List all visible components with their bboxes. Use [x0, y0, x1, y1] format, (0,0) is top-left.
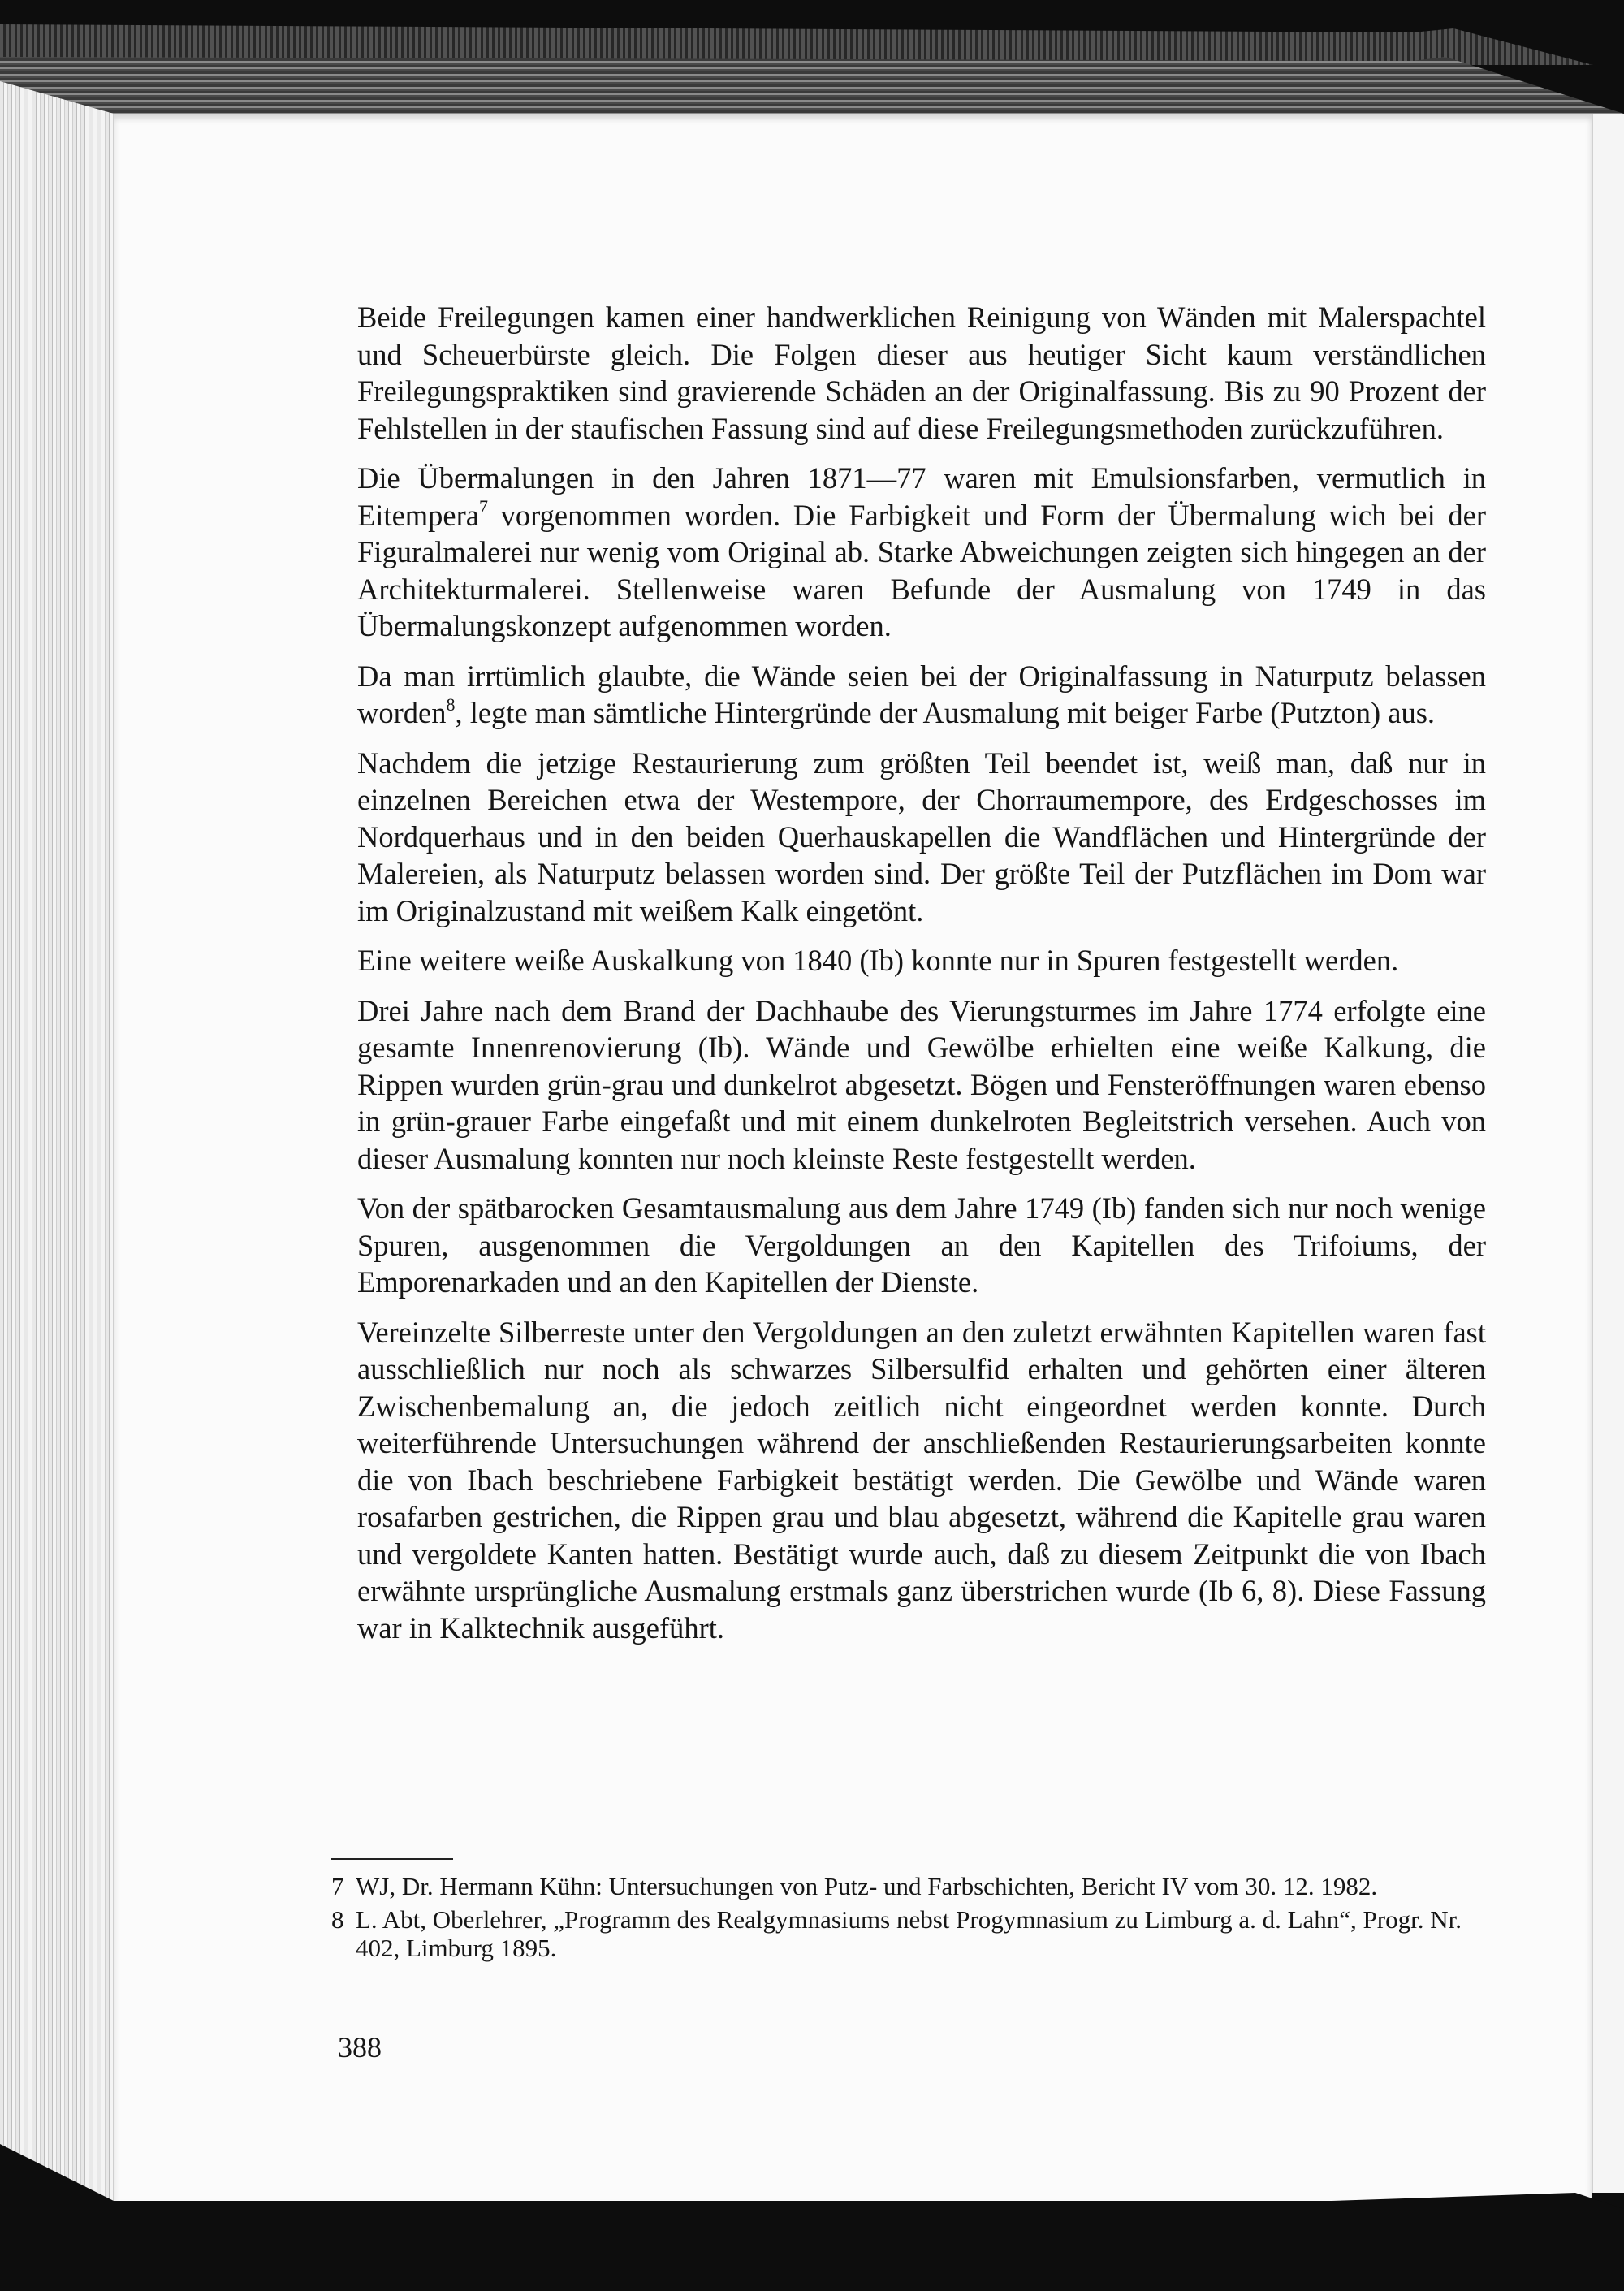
footnote [331, 1905, 1468, 1962]
paragraph: Da man irrtümlich glaubte, die Wände seien bei der Originalfassung in Naturputz belassen worden$^8$, legte man sämtliche Hintergründe der Ausmalung mit beiger Farbe (Putzton) aus. [357, 659, 1486, 729]
footnotes [331, 1872, 1468, 1967]
footnote-divider [331, 1858, 453, 1860]
paragraph: Von der spätbarocken Gesamtausmalung aus dem Jahre 1749 (Ib) fanden sich nur noch wenige Spuren, ausgenommen die Vergoldungen an den Kapitellen des Trifoiums, der Emporenarkaden und an den Kapitellen der Dienste. [357, 1191, 1486, 1299]
paragraph: Vereinzelte Silberreste unter den Vergoldungen an den zuletzt erwähnten Kapitellen waren fast ausschließlich nur noch als schwarzes Silbersulfid erhalten und gehörten einer älteren Zwischenbemalung an, die jedoch zeitlich nicht eingeordnet werden konnte. Durch weiterführende Untersuchungen während der anschließenden Restaurierungsarbeiten konnte die von Ibach beschriebene Farbigkeit bestätigt werden. Die Gewölbe und Wände waren rosafarben gestrichen, die Rippen grau und blau abgesetzt, während die Kapitelle grau waren und vergoldete Kanten hatten. Bestätigt wurde auch, daß zu diesem Zeitpunkt die von Ibach erwähnte ursprüngliche Ausmalung erstmals ganz überstrichen wurde (Ib 6, 8). Diese Fassung war in Kalktechnik ausgeführt. [357, 1315, 1486, 1645]
paragraph: Nachdem die jetzige Restaurierung zum größten Teil beendet ist, weiß man, daß nur in einzelnen Bereichen etwa der Westempore, der Chorraumempore, des Erdgeschosses im Nordquerhaus und in den beiden Querhauskapellen die Wandflächen und Hintergründe der Malereien, als Naturputz belassen worden sind. Der größte Teil der Putzflächen im Dom war im Originalzustand mit weißem Kalk eingetönt. [357, 746, 1486, 927]
footnote-number: 8 [331, 1905, 344, 1934]
footnote-number: 7 [331, 1872, 344, 1900]
footnote [331, 1872, 1468, 1900]
footnote-ref[interactable]: 7 [478, 496, 488, 517]
facing-page-edge [1592, 114, 1624, 2193]
footnote-text: L. Abt, Oberlehrer, „Programm des Realgymnasiums nebst Progymnasium zu Limburg a. d. Lahn“, Progr. Nr. 402, Limburg 1895. [356, 1905, 1462, 1962]
paragraph: Die Übermalungen in den Jahren 1871—77 waren mit Emulsionsfarben, vermutlich in Eitempera$^7$ vorgenommen worden. Die Farbigkeit und Form der Übermalung wich bei der Figuralmalerei nur wenig vom Original ab. Starke Abweichungen zeigten sich hingegen an der Architekturmalerei. Stellenweise waren Befunde der Ausmalung von 1749 in das Übermalungskonzept aufgenommen worden. [357, 461, 1486, 642]
body-text [357, 299, 1486, 1659]
footnote-ref[interactable]: 8 [446, 694, 456, 715]
background-bottom [114, 2193, 1624, 2291]
page-stack-left-edge [0, 81, 114, 2201]
paragraph: Beide Freilegungen kamen einer handwerklichen Reinigung von Wänden mit Malerspachtel und Scheuerbürste gleich. Die Folgen dieser aus heutiger Sicht kaum verständlichen Freilegungspraktiken sind gravierende Schäden an der Originalfassung. Bis zu 90 Prozent der Fehlstellen in der staufischen Fassung sind auf diese Freilegungsmethoden zurückzuführen. [357, 300, 1486, 445]
page-number: 388 [338, 2031, 382, 2064]
footnote-text: WJ, Dr. Hermann Kühn: Untersuchungen von Putz- und Farbschichten, Bericht IV vom 30. 12. 1982. [356, 1872, 1378, 1900]
paragraph: Eine weitere weiße Auskalkung von 1840 (Ib) konnte nur in Spuren festgestellt werden. [357, 944, 1399, 977]
paragraph: Drei Jahre nach dem Brand der Dachhaube des Vierungsturmes im Jahre 1774 erfolgte eine gesamte Innenrenovierung (Ib). Wände und Gewölbe erhielten eine weiße Kalkung, die Rippen wurden grün-grau und dunkelrot abgesetzt. Bögen und Fensteröffnungen waren ebenso in grün-grauer Farbe eingefaßt und mit einem dunkelroten Begleitstrich versehen. Auch von dieser Ausmalung konnten nur noch kleinste Reste festgestellt werden. [357, 993, 1486, 1175]
